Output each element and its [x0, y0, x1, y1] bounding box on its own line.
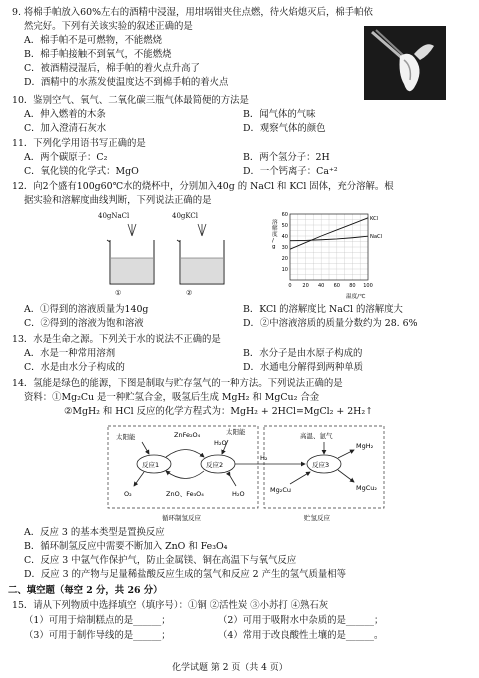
x-axis-label: 温度/℃	[346, 294, 366, 300]
x-tick-label: 0	[288, 283, 292, 289]
q9-option-b: B．棉手帕接触不到氧气，不能燃烧	[24, 49, 172, 60]
reaction2-label: 反应2	[206, 461, 224, 469]
q10-option-d: D．观察气体的颜色	[243, 123, 326, 134]
y-tick-label: 40	[281, 234, 288, 240]
series-label-kcl: KCl	[370, 215, 379, 222]
h2o-in-label: H₂O	[214, 439, 227, 447]
mgcu2-label: MgCu₂	[356, 484, 377, 492]
y-tick-label: 60	[281, 212, 288, 218]
solar2-label: 太阳能	[226, 428, 246, 436]
y-tick-label: 20	[281, 256, 288, 262]
q11-option-c: C．氧化镁的化学式：MgO	[24, 166, 139, 177]
y-tick-label: 50	[281, 223, 288, 229]
h2o-out-label: H₂O	[232, 490, 245, 498]
q11-option-a: A．两个碳原子：C₂	[24, 152, 108, 163]
q15-sub3: （3）可用于制作导线的是______；	[24, 630, 171, 641]
x-tick-label: 100	[363, 283, 373, 289]
q15-stem: 15．请从下列物质中选择填空（填序号）：①铜 ②活性炭 ③小苏打 ④熟石灰	[12, 600, 329, 611]
q9-stem-line2: 然完好。下列有关该实验的叙述正确的是	[24, 21, 193, 32]
q14-option-a: A．反应 3 的基本类型是置换反应	[24, 527, 165, 538]
q10-option-c: C．加入澄清石灰水	[24, 123, 107, 134]
q13-option-b: B．水分子是由水原子构成的	[243, 348, 363, 359]
x-tick-label: 80	[349, 283, 356, 289]
y-axis-label: 溶解度/ g	[272, 220, 278, 250]
section2-heading: 二、填空题（每空 2 分，共 26 分）	[8, 585, 163, 596]
q12-option-a: A．①得到的溶液质量为140g	[24, 304, 149, 315]
beaker2-mark: ②	[186, 289, 193, 297]
o2-label: O₂	[124, 490, 132, 498]
q11-stem: 11．下列化学用语书写正确的是	[12, 138, 146, 149]
q15-sub4: （4）常用于改良酸性土壤的是______。	[218, 630, 384, 641]
q12-option-c: C．②得到的溶液为饱和溶液	[24, 318, 144, 329]
q11-option-d: D．一个钙离子：Ca⁺²	[243, 166, 338, 177]
h2-label: H₂	[260, 454, 268, 462]
y-tick-label: 30	[281, 245, 288, 251]
chart-tick-labels	[282, 212, 373, 289]
q15-sub1: （1）可用于焙制糕点的是______；	[24, 615, 171, 626]
q10-option-b: B．闻气体的气味	[243, 109, 316, 120]
q12-option-b: B．KCl 的溶解度比 NaCl 的溶解度大	[243, 304, 403, 315]
beaker-1	[107, 224, 154, 284]
chart-grid	[290, 214, 368, 280]
storage-caption: 贮氢反应	[304, 514, 330, 522]
q9-option-a: A．棉手帕不是可燃物，不能燃烧	[24, 35, 163, 46]
q14-material-2: ②MgH₂ 和 HCl 反应的化学方程式为：MgH₂ + 2HCl=MgCl₂ + 2H₂↑	[64, 406, 373, 417]
mgh2-label: MgH₂	[356, 442, 374, 450]
y-tick-label: 10	[281, 267, 288, 273]
x-tick-label: 20	[302, 283, 309, 289]
q12-stem-line2: 据实验和溶解度曲线判断，下列说法正确的是	[24, 195, 212, 206]
x-tick-label: 40	[318, 283, 325, 289]
q13-option-d: D．水通电分解得到两种单质	[243, 362, 364, 373]
cycle-caption: 循环制氢反应	[162, 514, 201, 522]
hot-argon-label: 高温、氩气	[300, 432, 333, 440]
q9-stem-line1: 9. 将棉手帕放入60%左右的酒精中浸湿，用坩埚钳夹住点燃，待火焰熄灭后，棉手帕依	[12, 7, 373, 18]
q12-stem-line1: 12．向2个盛有100g60℃水的烧杯中，分别加入40g 的 NaCl 和 KCl 固体，充分溶解。根	[12, 181, 394, 192]
hydrogen-process-diagram	[104, 420, 390, 524]
q10-stem: 10．鉴别空气、氧气、二氧化碳三瓶气体最简便的方法是	[12, 95, 249, 106]
q13-option-c: C．水是由水分子构成的	[24, 362, 125, 373]
q14-option-d: D．反应 3 的产物与足量稀盐酸反应生成的氢气和反应 2 产生的氢气质量相等	[24, 569, 346, 580]
q14-material-1: 资料：①Mg₂Cu 是一种贮氢合金，吸氢后生成 MgH₂ 和 MgCu₂ 合金	[24, 392, 320, 403]
burning-handkerchief-photo	[364, 26, 446, 100]
q9-option-c: C．被酒精浸湿后，棉手帕的着火点升高了	[24, 63, 200, 74]
beaker2-label: 40gKCl	[172, 212, 199, 220]
q15-sub2: （2）可用于吸附水中杂质的是______；	[218, 615, 384, 626]
series-label-nacl: NaCl	[370, 234, 383, 241]
mg2cu-label: Mg₂Cu	[270, 486, 291, 494]
q14-option-b: B．循环制氢反应中需要不断加入 ZnO 和 Fe₃O₄	[24, 541, 228, 552]
zno-label: ZnO、Fe₃O₄	[166, 490, 204, 498]
q14-stem: 14．氢能是绿色的能源，下图是制取与贮存氢气的一种方法。下列说法正确的是	[12, 378, 343, 389]
solubility-chart	[268, 208, 388, 300]
q10-option-a: A．伸入燃着的木条	[24, 109, 106, 120]
beakers-figure	[92, 220, 242, 292]
x-tick-label: 60	[333, 283, 340, 289]
page-footer: 化学试题 第 2 页（共 4 页）	[172, 663, 288, 673]
q11-option-b: B．两个氢分子：2H	[243, 152, 330, 163]
solar1-label: 太阳能	[116, 433, 136, 441]
reaction3-label: 反应3	[312, 461, 330, 469]
q13-option-a: A．水是一种常用溶剂	[24, 348, 116, 359]
reaction1-label: 反应1	[142, 461, 160, 469]
beaker1-mark: ①	[115, 289, 122, 297]
q9-option-d: D．酒精中的水蒸发使温度达不到棉手帕的着火点	[24, 77, 229, 88]
beaker-2	[177, 224, 224, 284]
q12-option-d: D．②中溶液溶质的质量分数约为 28. 6%	[243, 318, 418, 329]
znfe-label: ZnFe₂O₄	[174, 431, 201, 439]
beaker1-label: 40gNaCl	[98, 212, 130, 220]
q13-stem: 13．水是生命之源。下列关于水的说法不正确的是	[12, 334, 221, 345]
q14-option-c: C．反应 3 中氩气作保护气，防止金属镁、铜在高温下与氧气反应	[24, 555, 297, 566]
